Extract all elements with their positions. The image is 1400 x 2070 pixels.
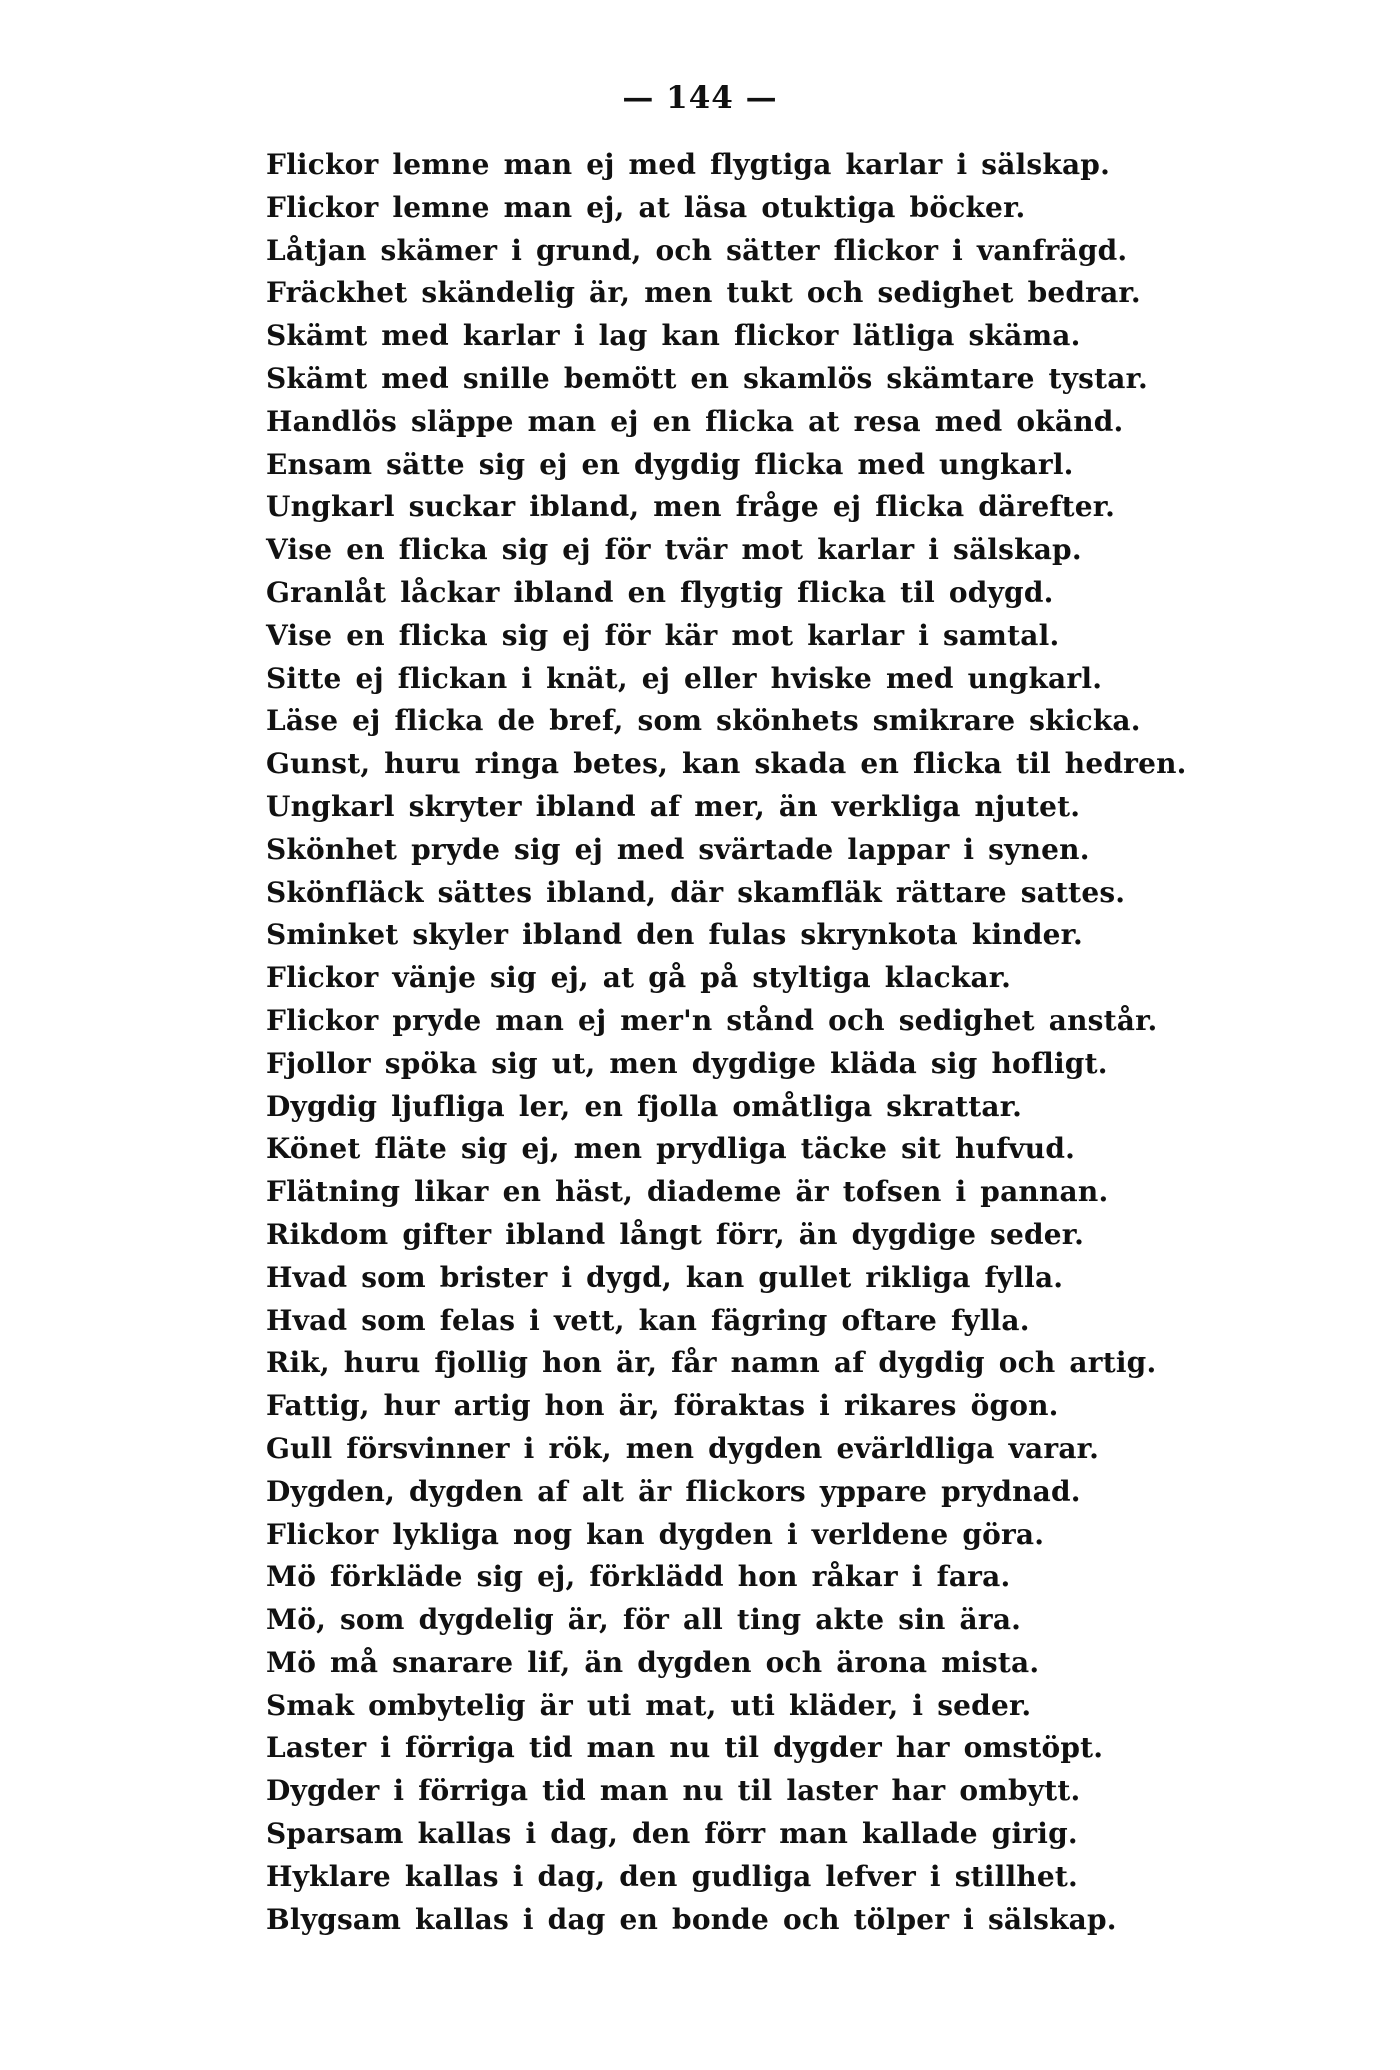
verse-line: Mö förkläde sig ej, förklädd hon råkar i fara. <box>266 1560 1011 1594</box>
verse-line: Läse ej flicka de bref, som skönhets smikrare skicka. <box>266 704 1141 738</box>
verse-line: Hvad som brister i dygd, kan gullet rikliga fylla. <box>266 1260 1064 1294</box>
verse-lines <box>266 144 1266 1941</box>
verse-line: Handlös släppe man ej en flicka at resa med okänd. <box>266 404 1124 438</box>
verse-line: Vise en flicka sig ej för tvär mot karlar i sälskap. <box>266 533 1082 567</box>
verse-line: Sitte ej flickan i knät, ej eller hviske med ungkarl. <box>266 661 1103 695</box>
verse-line: Skämt med snille bemött en skamlös skämtare tystar. <box>266 361 1148 395</box>
verse-line: Flickor lykliga nog kan dygden i verldene göra. <box>266 1517 1045 1551</box>
verse-line: Granlåt låckar ibland en flygtig flicka til odygd. <box>266 575 1054 609</box>
verse-line: Mö, som dygdelig är, för all ting akte sin ära. <box>266 1603 1022 1637</box>
verse-line: Skönfläck sättes ibland, där skamfläk rättare sattes. <box>266 875 1126 909</box>
verse-line: Fräckhet skändelig är, men tukt och sedighet bedrar. <box>266 276 1141 310</box>
verse-line: Mö må snarare lif, än dygden och ärona mista. <box>266 1645 1040 1679</box>
verse-line: Dygden, dygden af alt är flickors yppare prydnad. <box>266 1474 1081 1508</box>
verse-line: Laster i förriga tid man nu til dygder har omstöpt. <box>266 1731 1104 1765</box>
verse-line: Smak ombytelig är uti mat, uti kläder, i seder. <box>266 1688 1032 1722</box>
verse-line: Fattig, hur artig hon är, föraktas i rikares ögon. <box>266 1389 1059 1423</box>
verse-line: Skönhet pryde sig ej med svärtade lappar i synen. <box>266 832 1090 866</box>
verse-line: Flickor lemne man ej med flygtiga karlar i sälskap. <box>266 148 1111 181</box>
verse-line: Fjollor spöka sig ut, men dygdige kläda sig hofligt. <box>266 1046 1108 1080</box>
verse-line: Gunst, huru ringa betes, kan skada en flicka til hedren. <box>266 747 1187 781</box>
verse-line: Hvad som felas i vett, kan fägring oftare fylla. <box>266 1303 1030 1337</box>
verse-line: Flätning likar en häst, diademe är tofsen i pannan. <box>266 1175 1109 1209</box>
verse-line: Sparsam kallas i dag, den förr man kallade girig. <box>266 1817 1078 1851</box>
verse-line: Hyklare kallas i dag, den gudliga lefver i stillhet. <box>266 1859 1078 1893</box>
verse-line: Rik, huru fjollig hon är, får namn af dygdig och artig. <box>266 1346 1157 1380</box>
verse-line: Könet fläte sig ej, men prydliga täcke sit hufvud. <box>266 1132 1076 1166</box>
verse-line: Vise en flicka sig ej för kär mot karlar i samtal. <box>266 618 1060 652</box>
verse-line: Sminket skyler ibland den fulas skrynkota kinder. <box>266 918 1083 952</box>
verse-line: Dygdig ljufliga ler, en fjolla omåtliga skrattar. <box>266 1089 1023 1123</box>
verse-line: Blygsam kallas i dag en bonde och tölper i sälskap. <box>266 1902 1117 1936</box>
verse-line: Ungkarl skryter ibland af mer, än verkliga njutet. <box>266 789 1081 823</box>
verse-line: Låtjan skämer i grund, och sätter flickor i vanfrägd. <box>266 233 1128 267</box>
page-number: — 144 — <box>622 80 778 116</box>
verse-line: Flickor pryde man ej mer'n stånd och sedighet anstår. <box>266 1003 1158 1037</box>
verse-line: Flickor vänje sig ej, at gå på styltiga klackar. <box>266 961 1012 995</box>
verse-line: Ungkarl suckar ibland, men fråge ej flicka därefter. <box>266 490 1116 524</box>
verse-line: Skämt med karlar i lag kan flickor lätliga skäma. <box>266 319 1081 353</box>
verse-line: Gull försvinner i rök, men dygden evärldliga varar. <box>266 1431 1100 1465</box>
verse-line: Ensam sätte sig ej en dygdig flicka med ungkarl. <box>266 447 1074 481</box>
verse-line: Dygder i förriga tid man nu til laster har ombytt. <box>266 1774 1081 1808</box>
verse-line: Rikdom gifter ibland långt förr, än dygdige seder. <box>266 1217 1085 1251</box>
verse-line: Flickor lemne man ej, at läsa otuktiga böcker. <box>266 190 1026 224</box>
